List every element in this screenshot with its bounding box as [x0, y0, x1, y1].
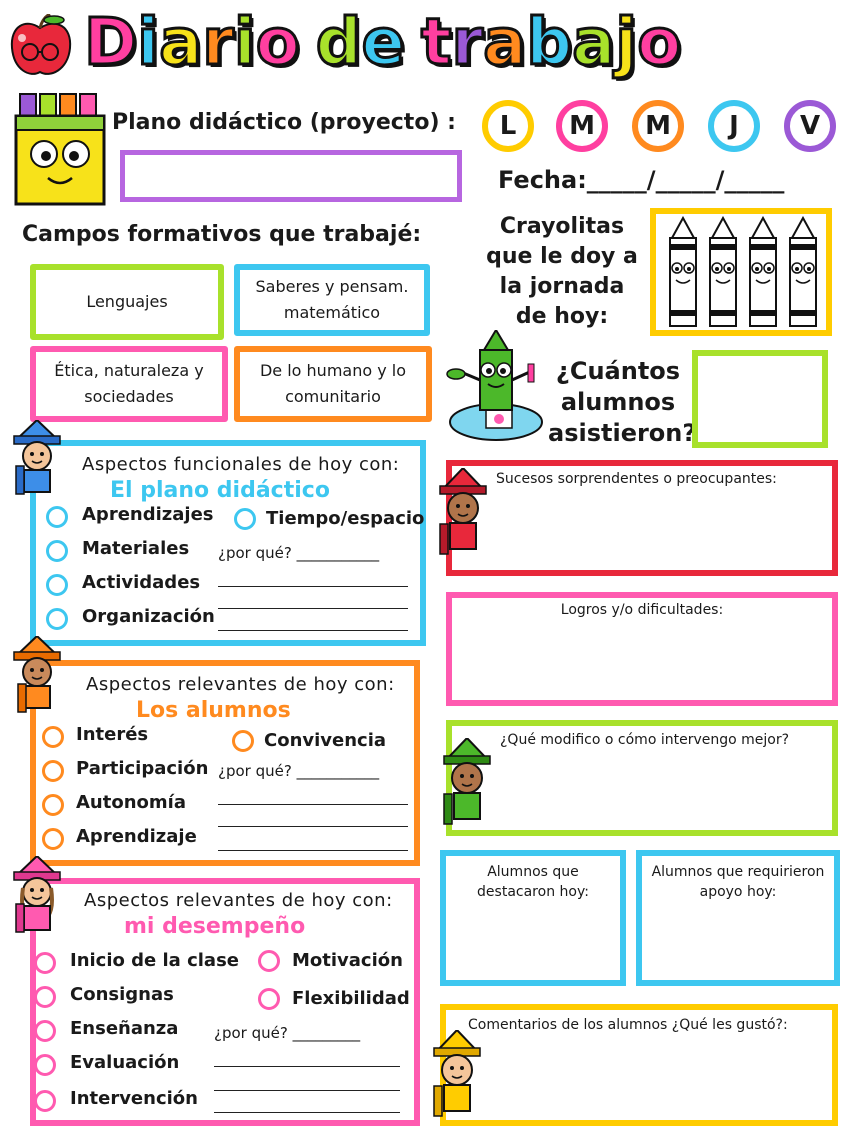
- write-line[interactable]: [218, 586, 408, 587]
- radio-option[interactable]: [34, 1054, 56, 1076]
- radio-option[interactable]: [34, 1090, 56, 1112]
- write-line[interactable]: [218, 804, 408, 805]
- write-line[interactable]: [214, 1066, 400, 1067]
- checklist-item: Actividades: [82, 572, 201, 593]
- crayolitas-line-3: la jornada: [499, 274, 625, 299]
- fecha-field[interactable]: Fecha:_____/_____/_____: [498, 166, 785, 194]
- checklist-item: Flexibilidad: [292, 988, 410, 1009]
- crayon-box-mascot-icon: [12, 92, 108, 206]
- checklist-item: Tiempo/espacio: [266, 508, 425, 529]
- title-letter: d: [315, 6, 362, 80]
- write-line[interactable]: [214, 1090, 400, 1091]
- sec2-subtitle: Los alumnos: [136, 698, 291, 723]
- plano-input-box[interactable]: [120, 150, 462, 202]
- crayon-rating-icon[interactable]: [664, 216, 702, 332]
- sec1-title: Aspectos funcionales de hoy con:: [82, 454, 400, 475]
- page-title: [84, 8, 850, 88]
- checklist-item: Organización: [82, 606, 215, 627]
- asistencia-line-2: alumnos: [560, 388, 676, 416]
- checklist-item: Materiales: [82, 538, 190, 559]
- comentarios-label: Comentarios de los alumnos ¿Qué les gustó?:: [468, 1017, 788, 1033]
- crayon-rating-group: [664, 216, 824, 328]
- title-letter: i: [137, 6, 160, 80]
- asistencia-line-1: ¿Cuántos: [555, 357, 681, 385]
- title-letter: e: [361, 6, 405, 80]
- checklist-item: Interés: [76, 724, 149, 745]
- title-letter: t: [420, 6, 452, 80]
- radio-option[interactable]: [34, 986, 56, 1008]
- campo-saberes[interactable]: Saberes y pensam. matemático: [234, 264, 430, 336]
- radio-option[interactable]: [232, 730, 254, 752]
- title-letter: b: [526, 6, 573, 80]
- day-0-circle[interactable]: L: [482, 100, 534, 152]
- radio-option[interactable]: [34, 1020, 56, 1042]
- plano-label: Plano didáctico (proyecto) :: [112, 110, 456, 135]
- radio-option[interactable]: [46, 574, 68, 596]
- write-line[interactable]: [218, 608, 408, 609]
- campo-humano[interactable]: De lo humano y lo comunitario: [234, 346, 432, 422]
- title-letter: a: [159, 6, 203, 80]
- porque-field: ¿por qué? ___________: [218, 762, 380, 780]
- checklist-item: Autonomía: [76, 792, 186, 813]
- radio-option[interactable]: [42, 760, 64, 782]
- crayon-rating-icon[interactable]: [784, 216, 822, 332]
- write-line[interactable]: [218, 826, 408, 827]
- day-2-circle[interactable]: M: [632, 100, 684, 152]
- write-line[interactable]: [218, 850, 408, 851]
- radio-option[interactable]: [46, 608, 68, 630]
- checklist-item: Inicio de la clase: [70, 950, 240, 971]
- radio-option[interactable]: [258, 950, 280, 972]
- campo-etica[interactable]: Ética, naturaleza y sociedades: [30, 346, 228, 422]
- title-letter: o: [637, 6, 682, 80]
- crayon-rating-icon[interactable]: [704, 216, 742, 332]
- crayolitas-text: [476, 212, 648, 332]
- title-letter: r: [451, 6, 484, 80]
- sec3-title: Aspectos relevantes de hoy con:: [84, 890, 393, 911]
- radio-option[interactable]: [34, 952, 56, 974]
- title-letter: D: [84, 6, 138, 80]
- campos-title: Campos formativos que trabajé:: [22, 222, 422, 247]
- apple-icon: [6, 14, 76, 80]
- crayolitas-line-2: que le doy a: [486, 244, 638, 269]
- title-letter: j: [615, 6, 638, 80]
- asistencia-line-3: asistieron?: [548, 419, 697, 447]
- green-crayon-mascot-icon: [446, 330, 546, 446]
- checklist-item: Convivencia: [264, 730, 387, 751]
- crayolitas-line-1: Crayolitas: [499, 214, 625, 239]
- day-3-circle[interactable]: J: [708, 100, 760, 152]
- porque-field: ¿por qué? ___________: [218, 544, 380, 562]
- kid-green-icon: [436, 738, 498, 842]
- title-letter: i: [233, 6, 256, 80]
- checklist-item: Consignas: [70, 984, 174, 1005]
- asistencia-input-box[interactable]: [692, 350, 828, 448]
- radio-option[interactable]: [46, 540, 68, 562]
- radio-option[interactable]: [258, 988, 280, 1010]
- kid-pink-icon: [6, 856, 68, 944]
- checklist-item: Participación: [76, 758, 209, 779]
- porque-field: ¿por qué? _________: [214, 1024, 361, 1042]
- asistencia-text: [548, 356, 697, 449]
- title-letter: o: [255, 6, 300, 80]
- checklist-item: Aprendizajes: [82, 504, 214, 525]
- checklist-item: Evaluación: [70, 1052, 180, 1073]
- radio-option[interactable]: [42, 726, 64, 748]
- day-4-circle[interactable]: V: [784, 100, 836, 152]
- sec3-subtitle: mi desempeño: [124, 914, 306, 939]
- crayon-rating-icon[interactable]: [744, 216, 782, 332]
- checklist-item: Intervención: [70, 1088, 198, 1109]
- kid-yellow-icon: [426, 1030, 488, 1134]
- checklist-item: Enseñanza: [70, 1018, 179, 1039]
- kid-blue-icon: [6, 420, 68, 504]
- radio-option[interactable]: [234, 508, 256, 530]
- kid-red-icon: [432, 468, 494, 572]
- sec2-title: Aspectos relevantes de hoy con:: [86, 674, 395, 695]
- campo-lenguajes[interactable]: Lenguajes: [30, 264, 224, 340]
- radio-option[interactable]: [42, 828, 64, 850]
- day-1-circle[interactable]: M: [556, 100, 608, 152]
- title-letter: r: [202, 6, 234, 80]
- radio-option[interactable]: [42, 794, 64, 816]
- sec1-subtitle: El plano didáctico: [110, 478, 330, 503]
- sucesos-label: Sucesos sorprendentes o preocupantes:: [496, 471, 777, 487]
- crayolitas-line-4: de hoy:: [515, 304, 609, 329]
- title-letter: a: [572, 6, 616, 80]
- modifico-label: ¿Qué modifico o cómo intervengo mejor?: [500, 732, 790, 748]
- radio-option[interactable]: [46, 506, 68, 528]
- write-line[interactable]: [218, 630, 408, 631]
- title-letter: a: [483, 6, 527, 80]
- checklist-item: Motivación: [292, 950, 403, 971]
- write-line[interactable]: [214, 1112, 400, 1113]
- destacaron-label: Alumnos que destacaron hoy:: [477, 864, 589, 900]
- checklist-item: Aprendizaje: [76, 826, 197, 847]
- logros-label: Logros y/o dificultades:: [560, 602, 724, 618]
- kid-orange-icon: [6, 636, 68, 722]
- apoyo-label: Alumnos que requirieron apoyo hoy:: [651, 864, 825, 900]
